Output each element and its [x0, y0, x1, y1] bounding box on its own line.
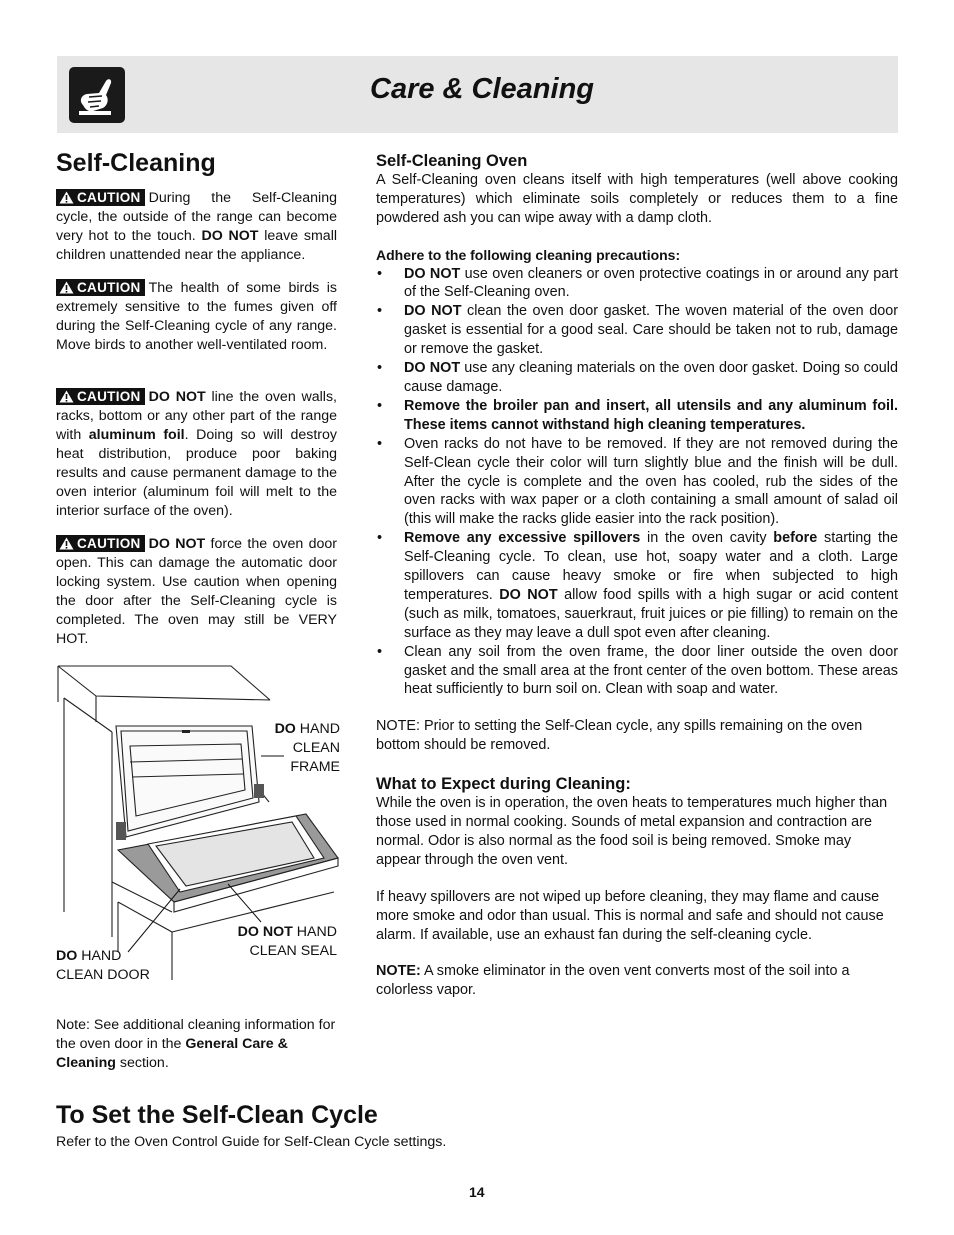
label-hand-clean-door: DO HAND CLEAN DOOR	[56, 948, 150, 983]
warning-icon	[59, 537, 74, 550]
oven-intro: A Self-Cleaning oven cleans itself with high temperatures (well above cooking temperatures) which eliminate soils completely or reduces them to a fine powdered ash you can wipe away with a damp cloth.	[376, 171, 898, 226]
oven-door-diagram	[56, 662, 340, 992]
caution-paragraph-4: CAUTION DO NOT force the oven door open. This can damage the automatic door locking system. Use caution when opening the door after the Self-Cleaning cycle is completed. The oven may still be VERY HOT.	[56, 536, 337, 647]
expect-paragraph-1: While the oven is in operation, the oven heats to temperatures much higher than those used in normal cooking. Sounds of metal expansion and contraction are normal. Odor is also normal as the food soil is being removed. Smoke may appear through the oven vent.	[376, 795, 888, 868]
caution-paragraph-1: CAUTION During the Self-Cleaning cycle, the outside of the range can become very hot to the touch. DO NOT leave small children unattended near the appliance.	[56, 190, 337, 263]
section-heading-self-cleaning: Self-Cleaning	[56, 149, 216, 177]
caution-badge: CAUTION	[56, 535, 145, 552]
right-column	[376, 152, 898, 1000]
caution-paragraph-2: CAUTION The health of some birds is extremely sensitive to the fumes given off during the Self-Cleaning cycle of any range. Move birds to another well-ventilated room.	[56, 280, 337, 353]
page-title: Care & Cleaning	[370, 73, 594, 105]
precautions-heading: Adhere to the following cleaning precautions:	[376, 246, 681, 263]
page-number: 14	[469, 1184, 485, 1200]
list-item: • Clean any soil from the oven frame, the door liner outside the oven door gasket and the small area at the front center of the oven bottom. These areas heat sufficiently to burn soil on. Clean with soap and water.	[376, 643, 898, 700]
caution-badge: CAUTION	[56, 388, 145, 405]
warning-icon	[59, 390, 74, 403]
list-item: • DO NOT clean the oven door gasket. The woven material of the oven door gasket is essential for a good seal. Care should be taken not to rub, damage or remove the gasket.	[376, 302, 898, 359]
label-hand-clean-frame: DO HAND CLEAN FRAME	[274, 721, 340, 775]
expect-paragraph-2: If heavy spillovers are not wiped up before cleaning, they may flame and cause more smoke and odor than usual. This is normal and safe and should not cause alarm. If available, use an exhaust fan during the self-cleaning cycle.	[376, 888, 884, 943]
list-item: • DO NOT use any cleaning materials on the oven door gasket. Doing so could cause damage.	[376, 359, 898, 397]
note-spills: NOTE: Prior to setting the Self-Clean cycle, any spills remaining on the oven bottom should be removed.	[376, 718, 863, 754]
hand-cleaning-icon	[69, 67, 125, 123]
caution-paragraph-3: CAUTION DO NOT line the oven walls, racks, bottom or any other part of the range with aluminum foil. Doing so will destroy heat distribution, produce poor baking results and cause permanent damage to the oven interior (aluminum foil will melt to the interior surface of the oven).	[56, 389, 338, 519]
warning-icon	[59, 191, 74, 204]
caution-badge: CAUTION	[56, 279, 145, 296]
page-header	[57, 56, 898, 133]
list-item: • Oven racks do not have to be removed. If they are not removed during the Self-Clean cycle their color will turn slightly blue and the finish will be dull. After the cycle is complete and the oven has cooled, rub the sides of the oven racks with wax paper or a cloth containing a small amount of salad oil (this will make the racks glide easier into the rack position).	[376, 435, 898, 530]
list-item: • Remove any excessive spillovers in the oven cavity before starting the Self-Cleaning cycle. To clean, use hot, soapy water and a cloth. Large spillovers can cause heavy smoke or fire when subjected to high temperatures. DO NOT allow food spills with a high sugar or acid content (such as milk, tomatoes, sauerkraut, fruit juices or pie filling) to remain on the surface as they may leave a dull spot even after cleaning.	[376, 529, 898, 642]
section-heading-set-self-clean: To Set the Self-Clean Cycle	[56, 1101, 378, 1129]
caution-badge: CAUTION	[56, 189, 145, 206]
label-do-not-hand-clean-seal: DO NOT HAND CLEAN SEAL	[237, 924, 337, 959]
warning-icon	[59, 281, 74, 294]
note-smoke-eliminator: NOTE: A smoke eliminator in the oven vent converts most of the soil into a colorless vapor.	[376, 963, 850, 999]
precautions-list	[376, 265, 898, 700]
subheading-what-to-expect: What to Expect during Cleaning:	[376, 775, 631, 794]
subheading-self-cleaning-oven: Self-Cleaning Oven	[376, 152, 528, 170]
note-door-cleaning: Note: See additional cleaning information for the oven door in the General Care & Cleaning section.	[56, 1017, 336, 1071]
list-item: • DO NOT use oven cleaners or oven protective coatings in or around any part of the Self-Cleaning oven.	[376, 265, 898, 303]
list-item: • Remove the broiler pan and insert, all utensils and any aluminum foil. These items cannot withstand high cleaning temperatures.	[376, 397, 898, 435]
set-self-clean-text: Refer to the Oven Control Guide for Self-Clean Cycle settings.	[56, 1134, 447, 1150]
